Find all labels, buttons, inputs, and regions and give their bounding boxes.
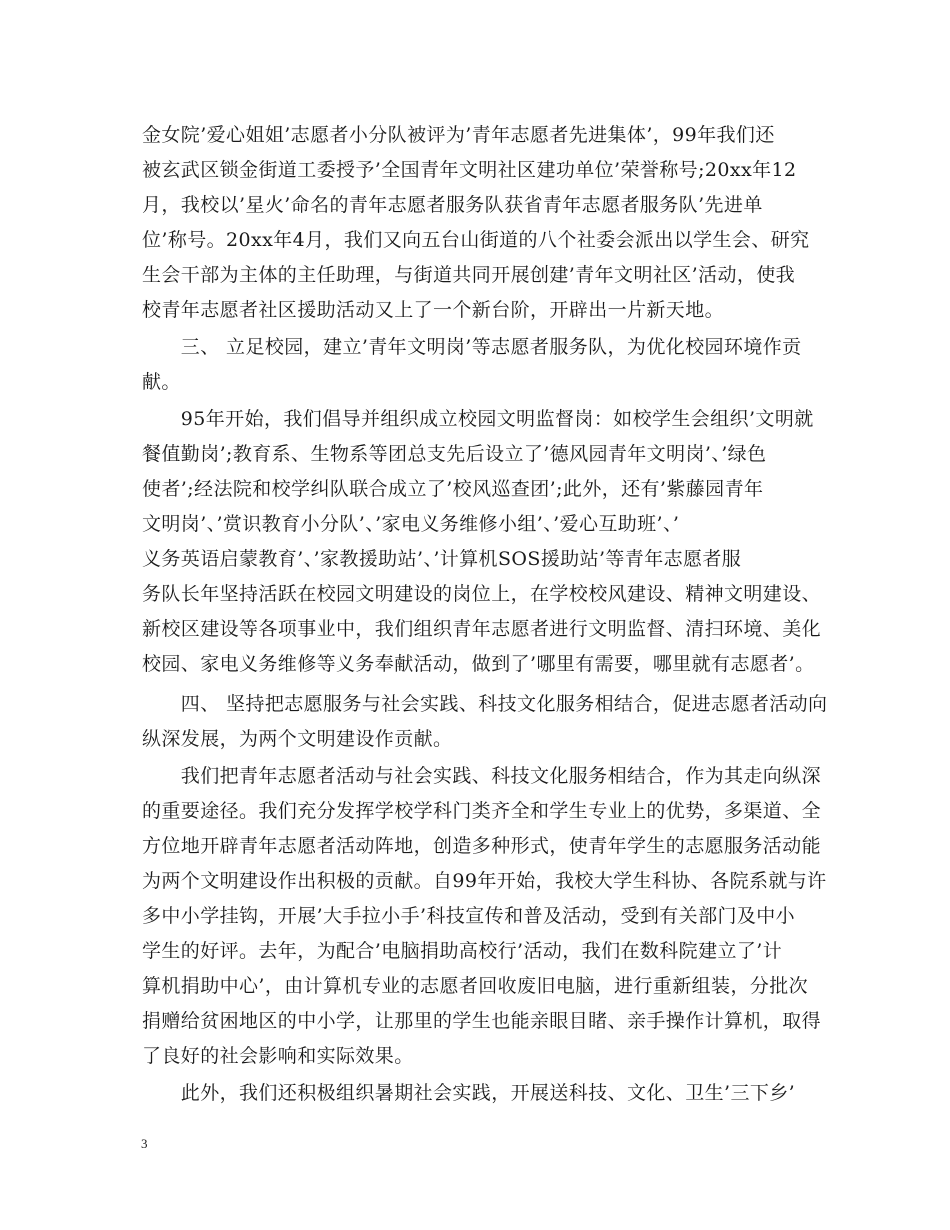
section-heading-line: 三、 立足校园，建立’青年文明岗’等志愿者服务队，为优化校园环境作贡	[142, 336, 802, 358]
body-text-line: 被玄武区锁金街道工委授予’全国青年文明社区建功单位’荣誉称号;20xx年12	[142, 159, 797, 181]
body-text-line: 义务英语启蒙教育’、’家教援助站’、’计算机SOS援助站’等青年志愿者服	[142, 548, 742, 570]
body-text-line: 此外，我们还积极组织暑期社会实践，开展送科技、文化、卫生’三下乡’	[142, 1082, 796, 1104]
body-text-line: 使者’;经法院和校学纠队联合成立了’校风巡查团’;此外，还有’紫藤园青年	[142, 478, 764, 500]
body-text-line: 捐赠给贫困地区的中小学，让那里的学生也能亲眼目睹、亲手操作计算机，取得	[142, 1010, 822, 1032]
body-text-line: 算机捐助中心’，由计算机专业的志愿者回收废旧电脑，进行重新组装，分批次	[142, 975, 809, 997]
body-text-line: 学生的好评。去年，为配合’电脑捐助高校行’活动，我们在数科院建立了’计	[142, 940, 783, 962]
body-text-line: 95年开始，我们倡导并组织成立校园文明监督岗：如校学生会组织’文明就	[142, 408, 814, 430]
body-text-line: 务队长年坚持活跃在校园文明建设的岗位上，在学校校风建设、精神文明建设、	[142, 583, 822, 605]
body-text-line: 校园、家电义务维修等义务奉献活动，做到了’哪里有需要，哪里就有志愿者’。	[142, 653, 815, 675]
body-text-line: 方位地开辟青年志愿者活动阵地，创造多种形式，使青年学生的志愿服务活动能	[142, 835, 822, 857]
section-heading-line: 献。	[142, 371, 181, 393]
body-text-line: 生会干部为主体的主任助理，与街道共同开展创建’青年文明社区’活动，使我	[142, 264, 796, 286]
page-number: 3	[141, 1136, 148, 1151]
section-heading-line: 四、 坚持把志愿服务与社会实践、科技文化服务相结合，促进志愿者活动向	[142, 693, 828, 715]
body-text-line: 校青年志愿者社区援助活动又上了一个新台阶，开辟出一片新天地。	[142, 299, 725, 321]
body-text-line: 餐值勤岗’;教育系、生物系等团总支先后设立了’德风园青年文明岗’、’绿色	[142, 443, 767, 465]
body-text-line: 我们把青年志愿者活动与社会实践、科技文化服务相结合，作为其走向纵深	[142, 765, 822, 787]
body-text-line: 的重要途径。我们充分发挥学校学科门类齐全和学生专业上的优势，多渠道、全	[142, 800, 822, 822]
body-text-line: 多中小学挂钩，开展’大手拉小手’科技宣传和普及活动，受到有关部门及中小	[142, 905, 796, 927]
body-text-line: 文明岗’、’赏识教育小分队’、’家电义务维修小组’、’爱心互助班’、’	[142, 513, 680, 535]
body-text-line: 了良好的社会影响和实际效果。	[142, 1045, 414, 1067]
body-text-line: 金女院’爱心姐姐’志愿者小分队被评为’青年志愿者先进集体’，99年我们还	[142, 124, 775, 146]
body-text-line: 位’称号。20xx年4月，我们又向五台山街道的八个社委会派出以学生会、研究	[142, 229, 810, 251]
body-text-line: 月，我校以’星火’命名的青年志愿者服务队获省青年志愿者服务队’先进单	[142, 194, 763, 216]
body-text-line: 新校区建设等各项事业中，我们组织青年志愿者进行文明监督、清扫环境、美化	[142, 618, 822, 640]
body-text-line: 为两个文明建设作出积极的贡献。自99年开始，我校大学生科协、各院系就与许	[142, 870, 827, 892]
section-heading-line: 纵深发展，为两个文明建设作贡献。	[142, 728, 453, 750]
